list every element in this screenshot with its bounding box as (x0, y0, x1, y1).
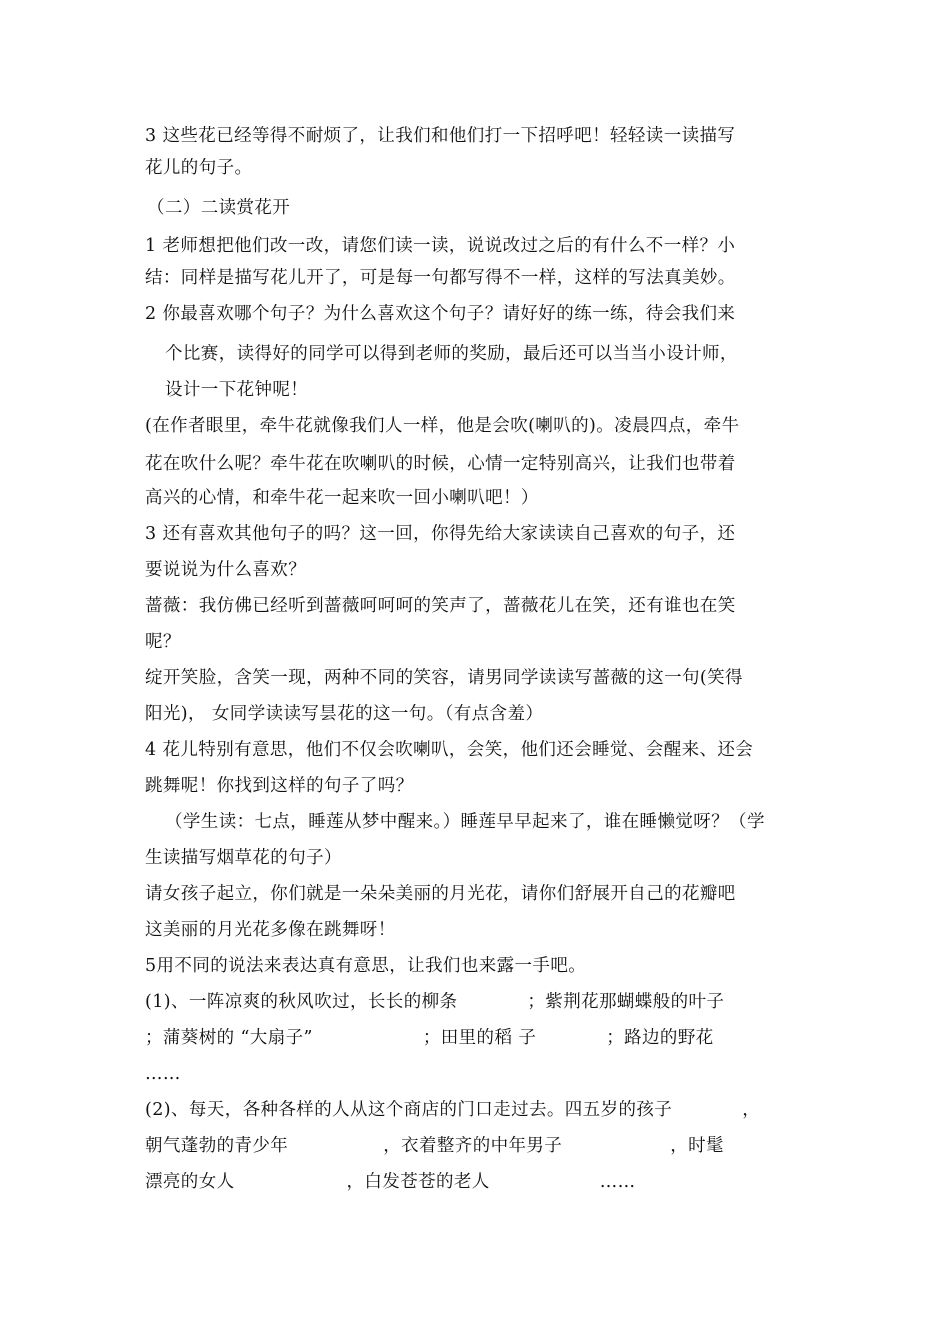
text-line: 这美丽的月光花多像在跳舞呀！ (145, 920, 396, 940)
exercise-2-line-2 (145, 1134, 815, 1158)
text-line: 3 这些花已经等得不耐烦了，让我们和他们打一下招呼吧！轻轻读一读描写 (145, 126, 736, 146)
exercise-2-line-1 (145, 1098, 815, 1122)
exercise-text: ；紫荆花那蝴蝶般的叶子 (527, 992, 725, 1012)
exercise-text: ，衣着整齐的中年男子 (383, 1136, 563, 1156)
exercise-text: ；田里的稻 子 (422, 1028, 537, 1048)
text-line: 要说说为什么喜欢？ (145, 560, 307, 580)
text-line: 设计一下花钟呢！ (165, 380, 309, 400)
exercise-1-line-1 (145, 990, 815, 1014)
section-heading: （二）二读赏花开 (147, 198, 291, 218)
ellipsis: …… (145, 1064, 181, 1084)
text-line: 高兴的心情，和牵牛花一起来吹一回小喇叭吧！） (145, 488, 539, 508)
text-line: 请女孩子起立，你们就是一朵朵美丽的月光花，请你们舒展开自己的花瓣吧 (145, 884, 736, 904)
text-line: 5用不同的说法来表达真有意思，让我们也来露一手吧。 (145, 956, 587, 976)
text-line: (在作者眼里，牵牛花就像我们人一样，他是会吹(喇叭的)。凌晨四点，牵牛 (145, 416, 740, 436)
exercise-text: ， (742, 1100, 761, 1120)
exercise-text: 漂亮的女人 (145, 1172, 235, 1192)
text-line: 2 你最喜欢哪个句子？为什么喜欢这个句子？请好好的练一练，待会我们来 (145, 304, 736, 324)
text-line: 跳舞呢！你找到这样的句子了吗？ (145, 776, 414, 796)
exercise-2-line-3 (145, 1170, 815, 1194)
exercise-1-line-2 (145, 1026, 815, 1050)
text-line: 1 老师想把他们改一改，请您们读一读，说说改过之后的有什么不一样？小 (145, 236, 736, 256)
exercise-text: ，白发苍苍的老人 (346, 1172, 490, 1192)
text-line: 呢？ (145, 632, 181, 652)
text-line: 结：同样是描写花儿开了，可是每一句都写得不一样，这样的写法真美妙。 (145, 268, 736, 288)
exercise-text: (1)、一阵凉爽的秋风吹过，长长的柳条 (145, 992, 458, 1012)
text-line: 个比赛，读得好的同学可以得到老师的奖励，最后还可以当当小设计师， (165, 344, 738, 364)
exercise-text: ，时髦 (670, 1136, 724, 1156)
exercise-text: ；路边的野花 (606, 1028, 714, 1048)
text-line: 绽开笑脸，含笑一现，两种不同的笑容，请男同学读读写蔷薇的这一句(笑得 (145, 668, 743, 688)
exercise-text: ；蒲葵树的 “大扇子” (145, 1028, 313, 1048)
text-line: 花儿的句子。 (145, 158, 253, 178)
text-line: 蔷薇：我仿佛已经听到蔷薇呵呵呵的笑声了，蔷薇花儿在笑，还有谁也在笑 (145, 596, 736, 616)
exercise-text: 朝气蓬勃的青少年 (145, 1136, 289, 1156)
text-line: 花在吹什么呢？牵牛花在吹喇叭的时候，心情一定特别高兴，让我们也带着 (145, 454, 736, 474)
exercise-text: (2)、每天，各种各样的人从这个商店的门口走过去。四五岁的孩子 (145, 1100, 673, 1120)
text-line: （学生读：七点，睡莲从梦中醒来。）睡莲早早起来了，谁在睡懒觉呀？（学 (165, 812, 765, 832)
text-line: 3 还有喜欢其他句子的吗？这一回，你得先给大家读读自己喜欢的句子，还 (145, 524, 736, 544)
exercise-text: …… (599, 1172, 636, 1192)
text-line: 阳光)， 女同学读读写昙花的这一句。（有点含羞） (145, 704, 544, 724)
text-line: 4 花儿特别有意思，他们不仅会吹喇叭，会笑，他们还会睡觉、会醒来、还会 (145, 740, 754, 760)
text-line: 生读描写烟草花的句子） (145, 848, 342, 868)
